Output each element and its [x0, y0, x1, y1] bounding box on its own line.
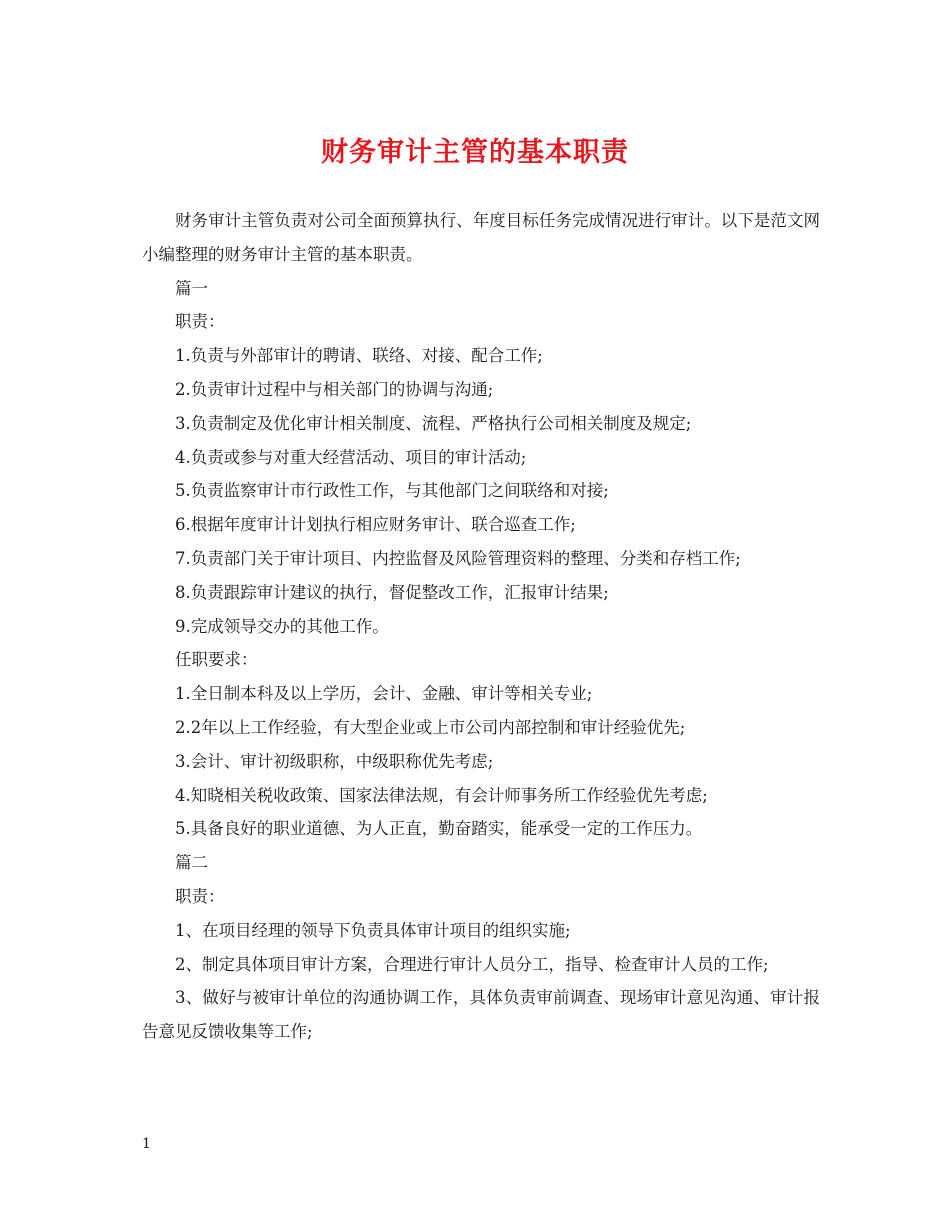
list-item: 5.具备良好的职业道德、为人正直，勤奋踏实，能承受一定的工作压力。 [175, 819, 703, 839]
list-item: 3.负责制定及优化审计相关制度、流程、严格执行公司相关制度及规定; [175, 413, 692, 433]
list-item: 1.负责与外部审计的聘请、联络、对接、配合工作; [175, 346, 543, 366]
list-item: 4.知晓相关税收政策、国家法律法规，有会计师事务所工作经验优先考虑; [175, 785, 708, 805]
list-item: 8.负责跟踪审计建议的执行，督促整改工作，汇报审计结果; [175, 582, 609, 602]
document-title: 财务审计主管的基本职责 [321, 137, 629, 168]
list-item: 9.完成领导交办的其他工作。 [175, 616, 389, 636]
list-item: 2.2年以上工作经验，有大型企业或上市公司内部控制和审计经验优先; [175, 717, 686, 737]
list-item: 3.会计、审计初级职称，中级职称优先考虑; [175, 751, 494, 771]
requirements-label: 任职要求： [175, 650, 258, 670]
list-item: 2、制定具体项目审计方案，合理进行审计人员分工，指导、检查审计人员的工作; [175, 954, 769, 974]
intro-paragraph: 财务审计主管负责对公司全面预算执行、年度目标任务完成情况进行审计。以下是范文网小编整理的财务审计主管的基本职责。 [142, 211, 820, 264]
section-heading-1: 篇一 [175, 278, 208, 298]
section-heading-2: 篇二 [175, 853, 208, 873]
list-item: 2.负责审计过程中与相关部门的协调与沟通; [175, 379, 494, 399]
list-item: 4.负责或参与对重大经营活动、项目的审计活动; [175, 447, 527, 467]
list-item: 1、在项目经理的领导下负责具体审计项目的组织实施; [175, 920, 571, 940]
duties-label-2: 职责： [175, 886, 225, 906]
list-item: 5.负责监察审计市行政性工作，与其他部门之间联络和对接; [175, 481, 609, 501]
document-body [142, 204, 820, 1049]
duties-label-1: 职责： [175, 312, 225, 332]
page-number: 1 [142, 1136, 151, 1152]
list-item: 1.全日制本科及以上学历，会计、金融、审计等相关专业; [175, 684, 593, 704]
list-item: 6.根据年度审计计划执行相应财务审计、联合巡查工作; [175, 515, 576, 535]
list-item: 3、做好与被审计单位的沟通协调工作，具体负责审前调查、现场审计意见沟通、审计报告意见反馈收集等工作; [142, 988, 820, 1042]
list-item: 7.负责部门关于审计项目、内控监督及风险管理资料的整理、分类和存档工作; [175, 548, 741, 568]
